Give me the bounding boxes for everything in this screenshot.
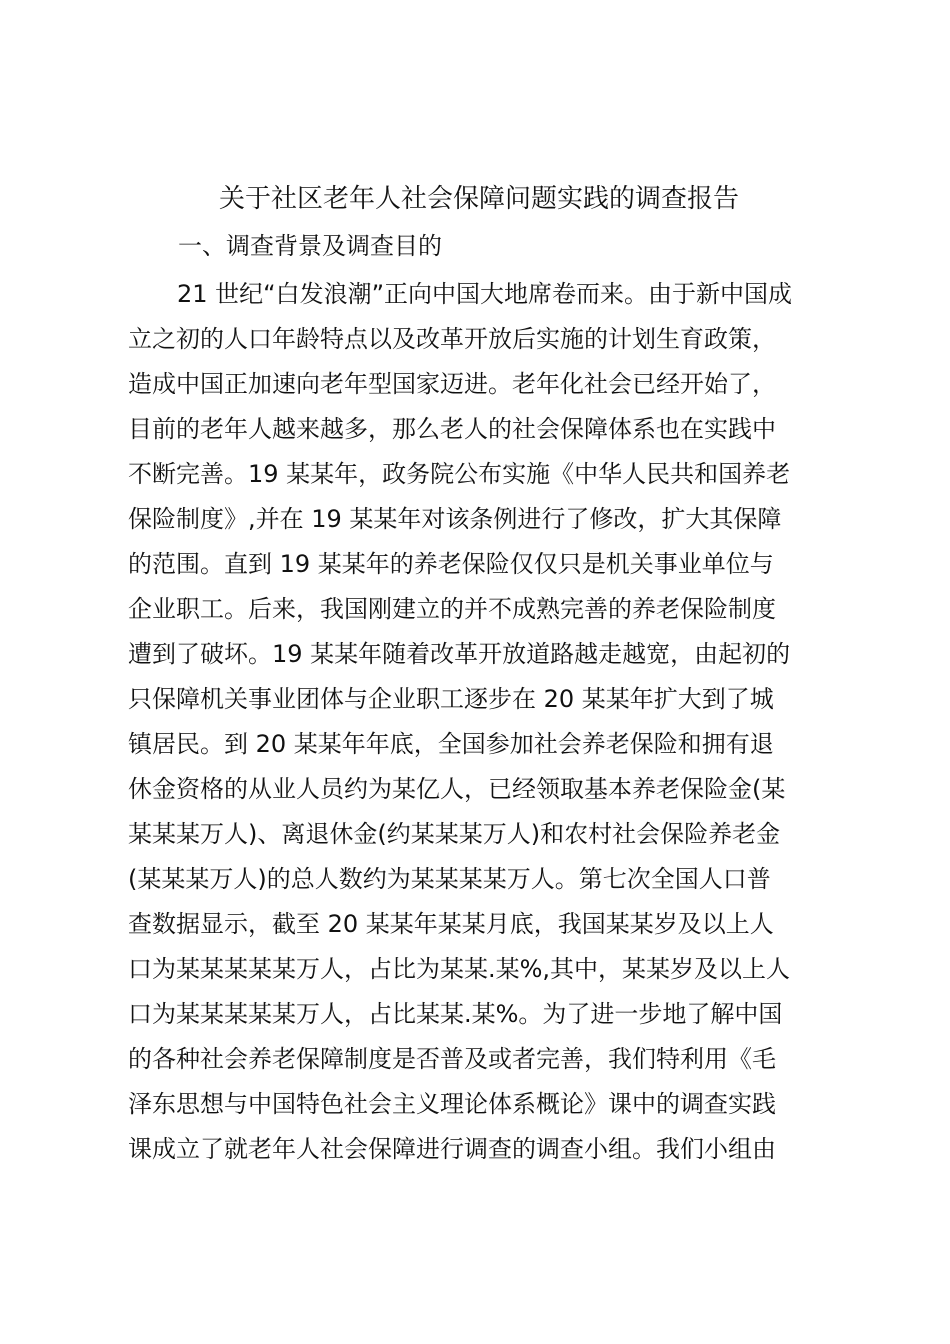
paragraph-line: 遭到了破坏。19 某某年随着改革开放道路越走越宽，由起初的 [128, 640, 791, 668]
section-heading: 一、调查背景及调查目的 [178, 232, 442, 260]
paragraph-line: 课成立了就老年人社会保障进行调查的调查小组。我们小组由 [128, 1135, 776, 1163]
body-paragraph [128, 272, 848, 1172]
paragraph-line: 某某某万人)、离退休金(约某某某万人)和农村社会保险养老金 [128, 820, 781, 848]
document-title: 关于社区老年人社会保障问题实践的调查报告 [218, 184, 739, 214]
paragraph-line: 只保障机关事业团体与企业职工逐步在 20 某某年扩大到了城 [128, 685, 774, 713]
paragraph-line: 保险制度》,并在 19 某某年对该条例进行了修改，扩大其保障 [128, 505, 782, 533]
paragraph-line: 查数据显示，截至 20 某某年某某月底，我国某某岁及以上人 [128, 910, 774, 938]
paragraph-line: 口为某某某某某万人，占比为某某.某%,其中，某某岁及以上人 [128, 955, 791, 983]
paragraph-line: 的范围。直到 19 某某年的养老保险仅仅只是机关事业单位与 [128, 550, 774, 578]
paragraph-line: 泽东思想与中国特色社会主义理论体系概论》课中的调查实践 [128, 1090, 776, 1118]
paragraph-line: 21 世纪“白发浪潮”正向中国大地席卷而来。由于新中国成 [177, 280, 793, 308]
paragraph-line: 目前的老年人越来越多，那么老人的社会保障体系也在实践中 [128, 415, 776, 443]
paragraph-line: 造成中国正加速向老年型国家迈进。老年化社会已经开始了， [128, 370, 776, 398]
paragraph-line: 立之初的人口年龄特点以及改革开放后实施的计划生育政策， [128, 325, 776, 353]
paragraph-line: 镇居民。到 20 某某年年底，全国参加社会养老保险和拥有退 [128, 730, 774, 758]
paragraph-line: 企业职工。后来，我国刚建立的并不成熟完善的养老保险制度 [128, 595, 776, 623]
paragraph-line: (某某某万人)的总人数约为某某某某万人。第七次全国人口普 [128, 865, 771, 893]
paragraph-line: 口为某某某某某万人，占比某某.某%。为了进一步地了解中国 [128, 1000, 783, 1028]
paragraph-line: 不断完善。19 某某年，政务院公布实施《中华人民共和国养老 [128, 460, 791, 488]
paragraph-line: 休金资格的从业人员约为某亿人，已经领取基本养老保险金(某 [128, 775, 786, 803]
paragraph-line: 的各种社会养老保障制度是否普及或者完善，我们特利用《毛 [128, 1045, 776, 1073]
